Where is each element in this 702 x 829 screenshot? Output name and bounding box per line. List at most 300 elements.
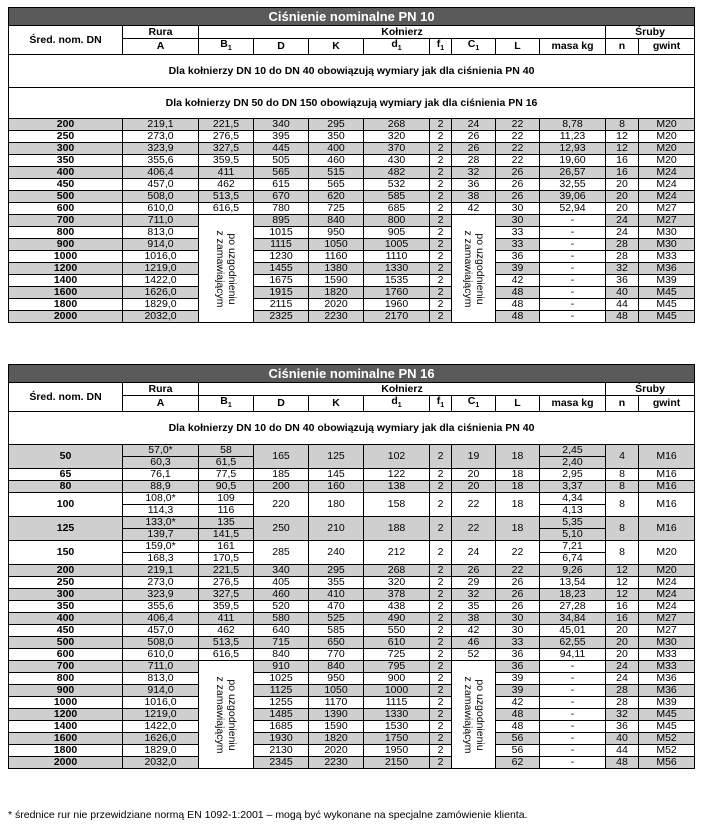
table-cell: 2230 <box>309 757 364 769</box>
table-row <box>9 55 695 88</box>
table-cell: 1590 <box>309 275 364 287</box>
table-cell: 2032,0 <box>123 311 199 323</box>
table-cell: 320 <box>364 577 430 589</box>
mass-cell: 5,10 <box>540 529 606 541</box>
table-cell: 90,5 <box>199 481 254 493</box>
table-cell: 2 <box>430 239 452 251</box>
table-cell: 276,5 <box>199 131 254 143</box>
b1-cell: 135 <box>199 517 254 529</box>
table-cell: 780 <box>254 203 309 215</box>
mass-cell: - <box>540 287 606 299</box>
dn-cell: 450 <box>9 625 123 637</box>
table-cell: 32 <box>606 263 639 275</box>
table-row <box>9 577 695 589</box>
table-cell: 40 <box>606 287 639 299</box>
table-cell: 26 <box>496 589 540 601</box>
table-cell: 2 <box>430 227 452 239</box>
table-cell: 24 <box>452 119 496 131</box>
table-cell: M24 <box>639 601 695 613</box>
mass-cell: - <box>540 263 606 275</box>
vertical-note <box>199 661 254 769</box>
table-cell: 26 <box>496 191 540 203</box>
table-cell: 22 <box>496 143 540 155</box>
table-cell: 895 <box>254 215 309 227</box>
table-cell: 2 <box>430 275 452 287</box>
table-cell: 1110 <box>364 251 430 263</box>
table-cell: 370 <box>364 143 430 155</box>
table-cell: M33 <box>639 661 695 673</box>
table-cell: 18 <box>496 445 540 469</box>
table-cell: 165 <box>254 445 309 469</box>
header-col-label: f <box>436 395 441 407</box>
table-cell: 77,5 <box>199 469 254 481</box>
table-cell: 26 <box>496 179 540 191</box>
table-cell: 1626,0 <box>123 287 199 299</box>
table-cell: 16 <box>606 601 639 613</box>
table-cell: 2 <box>430 517 452 541</box>
mass-cell: - <box>540 251 606 263</box>
table-cell: 1125 <box>254 685 309 697</box>
table-cell: 840 <box>309 661 364 673</box>
mass-cell: - <box>540 673 606 685</box>
table-cell: 295 <box>309 119 364 131</box>
table-cell: M30 <box>639 637 695 649</box>
table-row <box>9 565 695 577</box>
table-cell: M33 <box>639 649 695 661</box>
table-cell: 490 <box>364 613 430 625</box>
header-col <box>606 396 639 412</box>
table-cell: 18,23 <box>540 589 606 601</box>
header-col-label: K <box>332 40 340 53</box>
table-cell: M27 <box>639 215 695 227</box>
table-cell: 32 <box>452 167 496 179</box>
dn-cell: 700 <box>9 661 123 673</box>
table-cell: 2 <box>430 493 452 517</box>
table-cell: 950 <box>309 227 364 239</box>
table-cell: 20 <box>606 649 639 661</box>
table-cell: 22 <box>496 119 540 131</box>
table-cell: 2325 <box>254 311 309 323</box>
header-col <box>540 39 606 55</box>
table-cell: M16 <box>639 481 695 493</box>
dn-cell: 500 <box>9 637 123 649</box>
header-col <box>309 39 364 55</box>
header-sruby: Śruby <box>606 26 695 39</box>
table-cell: 320 <box>364 131 430 143</box>
header-col-label: f <box>436 38 441 50</box>
header-kolnierz: Kołnierz <box>199 26 606 39</box>
table-cell: 19,60 <box>540 155 606 167</box>
table-cell: 2 <box>430 685 452 697</box>
rura-a-cell: 114,3 <box>123 505 199 517</box>
table-cell: 38 <box>452 191 496 203</box>
table-cell: 44 <box>606 745 639 757</box>
table-cell: 620 <box>309 191 364 203</box>
rura-a-cell: 108,0* <box>123 493 199 505</box>
header-col <box>639 39 695 55</box>
pn10-table <box>8 7 695 323</box>
header-col <box>540 396 606 412</box>
header-col <box>639 396 695 412</box>
table-cell: 411 <box>199 613 254 625</box>
table-row <box>9 673 695 685</box>
table-cell: 1170 <box>309 697 364 709</box>
table-row <box>9 251 695 263</box>
table-cell: 36 <box>496 661 540 673</box>
table-cell: 188 <box>364 517 430 541</box>
header-col-label: n <box>618 397 626 410</box>
mass-cell: - <box>540 721 606 733</box>
table-cell: M39 <box>639 275 695 287</box>
table-cell: 28 <box>606 239 639 251</box>
table-cell: 914,0 <box>123 685 199 697</box>
dn-cell: 2000 <box>9 311 123 323</box>
table-cell: 1760 <box>364 287 430 299</box>
dn-cell: 800 <box>9 673 123 685</box>
table-cell: M30 <box>639 227 695 239</box>
table-cell: M16 <box>639 469 695 481</box>
table-cell: M56 <box>639 757 695 769</box>
table-row <box>9 26 695 39</box>
table-cell: 8 <box>606 481 639 493</box>
header-col-subscript: 1 <box>475 45 480 53</box>
mass-cell: 7,21 <box>540 541 606 553</box>
table-cell: 46 <box>452 637 496 649</box>
table-cell: 16 <box>606 613 639 625</box>
table-cell: 359,5 <box>199 601 254 613</box>
table-cell: 411 <box>199 167 254 179</box>
table-cell: 1230 <box>254 251 309 263</box>
table-cell: 40 <box>606 733 639 745</box>
table-cell: 145 <box>309 469 364 481</box>
table-cell: 2,95 <box>540 469 606 481</box>
table-cell: 2 <box>430 673 452 685</box>
table-cell: 2 <box>430 311 452 323</box>
table-cell: 221,5 <box>199 565 254 577</box>
dn-cell: 400 <box>9 167 123 179</box>
table-cell: 2 <box>430 541 452 565</box>
table-cell: 406,4 <box>123 613 199 625</box>
header-col-label: masa kg <box>551 397 594 410</box>
table-cell: 19 <box>452 445 496 469</box>
table-cell: 3,37 <box>540 481 606 493</box>
table-cell: 2130 <box>254 745 309 757</box>
vertical-note-line: po uzgodnieniu <box>473 678 486 751</box>
dn-cell: 1000 <box>9 697 123 709</box>
table-cell: 470 <box>309 601 364 613</box>
table-cell: 1422,0 <box>123 275 199 287</box>
dn-cell: 600 <box>9 203 123 215</box>
note-row: Dla kołnierzy DN 10 do DN 40 obowiązują wymiary jak dla ciśnienia PN 40 <box>9 412 695 445</box>
table-cell: 33 <box>496 227 540 239</box>
table-cell: 9,26 <box>540 565 606 577</box>
table-cell: 22 <box>452 517 496 541</box>
table-cell: 28 <box>606 685 639 697</box>
table-cell: 1330 <box>364 709 430 721</box>
table-cell: 36 <box>606 721 639 733</box>
table-cell: 48 <box>496 287 540 299</box>
table-row <box>9 155 695 167</box>
table-cell: M39 <box>639 697 695 709</box>
mass-cell: - <box>540 299 606 311</box>
table-cell: 550 <box>364 625 430 637</box>
table-cell: 30 <box>496 625 540 637</box>
table-cell: 1050 <box>309 239 364 251</box>
table-cell: M20 <box>639 155 695 167</box>
table-cell: 445 <box>254 143 309 155</box>
table-row <box>9 88 695 119</box>
table-cell: M24 <box>639 167 695 179</box>
header-col <box>606 39 639 55</box>
table-cell: 12 <box>606 589 639 601</box>
table-row <box>9 613 695 625</box>
table-cell: 16 <box>606 167 639 179</box>
table-cell: 1422,0 <box>123 721 199 733</box>
table-cell: 359,5 <box>199 155 254 167</box>
header-col <box>199 396 254 412</box>
table-cell: 56 <box>496 733 540 745</box>
header-col <box>199 39 254 55</box>
header-col <box>364 396 430 412</box>
table-cell: 430 <box>364 155 430 167</box>
table-row <box>9 299 695 311</box>
table-cell: M16 <box>639 445 695 469</box>
table-cell: 813,0 <box>123 673 199 685</box>
mass-cell: 4,13 <box>540 505 606 517</box>
vertical-note <box>452 661 496 769</box>
table-cell: M45 <box>639 287 695 299</box>
table-cell: 2 <box>430 709 452 721</box>
table-cell: M20 <box>639 119 695 131</box>
header-col-label: A <box>156 40 165 53</box>
table-cell: 2 <box>430 299 452 311</box>
table-cell: 48 <box>606 757 639 769</box>
dn-cell: 900 <box>9 685 123 697</box>
header-col-label: masa kg <box>551 40 594 53</box>
table-row <box>9 119 695 131</box>
header-col-subscript: 1 <box>440 45 445 53</box>
table-cell: 8 <box>606 493 639 517</box>
table-cell: 1915 <box>254 287 309 299</box>
table-cell: 20 <box>606 637 639 649</box>
table-cell: 2 <box>430 191 452 203</box>
table-cell: 715 <box>254 637 309 649</box>
table-cell: 26 <box>452 131 496 143</box>
table-cell: 39 <box>496 685 540 697</box>
header-col-subscript: 1 <box>227 402 232 410</box>
table-cell: 8 <box>606 517 639 541</box>
table-row <box>9 311 695 323</box>
table-row <box>9 227 695 239</box>
table-cell: 210 <box>309 517 364 541</box>
table-cell: 102 <box>364 445 430 469</box>
mass-cell: - <box>540 275 606 287</box>
vertical-note-line: po uzgodnieniu <box>226 232 238 305</box>
table-row <box>9 131 695 143</box>
table-cell: 8 <box>606 119 639 131</box>
table-cell: 640 <box>254 625 309 637</box>
header-col-label: L <box>514 397 521 410</box>
vertical-note-text <box>214 230 238 307</box>
table-cell: 22 <box>496 155 540 167</box>
table-cell: 45,01 <box>540 625 606 637</box>
header-col <box>496 39 540 55</box>
table-cell: 12 <box>606 565 639 577</box>
vertical-note-line: po uzgodnieniu <box>473 232 486 305</box>
table-cell: 340 <box>254 565 309 577</box>
table-cell: 36 <box>452 179 496 191</box>
table-cell: 24 <box>606 215 639 227</box>
table-cell: 22 <box>496 565 540 577</box>
table-cell: 30 <box>496 203 540 215</box>
table-cell: 276,5 <box>199 577 254 589</box>
table-cell: 48 <box>496 709 540 721</box>
dn-cell: 400 <box>9 613 123 625</box>
header-col-label: B <box>220 395 228 407</box>
table-cell: 38 <box>452 613 496 625</box>
header-col-label: C <box>467 395 476 407</box>
mass-cell: 4,34 <box>540 493 606 505</box>
table-cell: M45 <box>639 311 695 323</box>
table-cell: M45 <box>639 299 695 311</box>
table-cell: 1330 <box>364 263 430 275</box>
dn-cell: 1400 <box>9 275 123 287</box>
vertical-note-line: po uzgodnieniu <box>226 678 238 751</box>
dn-cell: 300 <box>9 143 123 155</box>
dn-cell: 80 <box>9 481 123 493</box>
table-cell: 18 <box>496 517 540 541</box>
header-col-subscript: 1 <box>227 45 232 53</box>
table-cell: 285 <box>254 541 309 565</box>
mass-cell: 2,40 <box>540 457 606 469</box>
mass-cell: - <box>540 697 606 709</box>
table-cell: 905 <box>364 227 430 239</box>
table-cell: 24 <box>606 661 639 673</box>
table-cell: 20 <box>606 203 639 215</box>
table-cell: 295 <box>309 565 364 577</box>
dn-cell: 700 <box>9 215 123 227</box>
table-cell: 32,55 <box>540 179 606 191</box>
table-cell: M33 <box>639 251 695 263</box>
table-cell: M24 <box>639 179 695 191</box>
mass-cell: 2,45 <box>540 445 606 457</box>
table-cell: 1455 <box>254 263 309 275</box>
dn-cell: 1600 <box>9 733 123 745</box>
table-cell: 406,4 <box>123 167 199 179</box>
table-cell: 1750 <box>364 733 430 745</box>
header-col-label: gwint <box>652 40 681 53</box>
header-col-label: n <box>618 40 626 53</box>
table-cell: 62,55 <box>540 637 606 649</box>
table-cell: 26 <box>496 601 540 613</box>
table-cell: 565 <box>309 179 364 191</box>
header-dn: Śred. nom. DN <box>9 383 123 412</box>
vertical-note-line: z zamawiającym <box>461 230 474 308</box>
header-col-label: d <box>391 395 398 407</box>
table-cell: 616,5 <box>199 649 254 661</box>
table-cell: 158 <box>364 493 430 517</box>
table-cell: 32 <box>606 709 639 721</box>
table-cell: 36 <box>606 275 639 287</box>
table-cell: 35 <box>452 601 496 613</box>
table-cell: M16 <box>639 517 695 541</box>
table-cell: 48 <box>496 299 540 311</box>
table-cell: 125 <box>309 445 364 469</box>
table-row <box>9 721 695 733</box>
header-col-label: d <box>391 38 398 50</box>
dn-cell: 600 <box>9 649 123 661</box>
header-col <box>254 39 309 55</box>
table-cell: 48 <box>606 311 639 323</box>
table-row <box>9 365 695 383</box>
table-cell: 28 <box>606 251 639 263</box>
table-cell: 1626,0 <box>123 733 199 745</box>
dn-cell: 1000 <box>9 251 123 263</box>
table-cell: 1025 <box>254 673 309 685</box>
table-cell: 615 <box>254 179 309 191</box>
table-cell: 39 <box>496 263 540 275</box>
table-cell: 273,0 <box>123 131 199 143</box>
mass-cell: - <box>540 227 606 239</box>
mass-cell: - <box>540 745 606 757</box>
header-col <box>309 396 364 412</box>
table-cell: 585 <box>309 625 364 637</box>
table-cell: 1219,0 <box>123 709 199 721</box>
table-cell: 565 <box>254 167 309 179</box>
table-cell: 28 <box>452 155 496 167</box>
table-cell: 515 <box>309 167 364 179</box>
table-cell: 2 <box>430 203 452 215</box>
header-col-subscript: 1 <box>440 402 445 410</box>
note-row: Dla kołnierzy DN 10 do DN 40 obowiązują wymiary jak dla ciśnienia PN 40 <box>9 55 695 88</box>
table-cell: 2 <box>430 697 452 709</box>
table-cell: 1820 <box>309 733 364 745</box>
table-cell: 1829,0 <box>123 299 199 311</box>
table-cell: M52 <box>639 733 695 745</box>
table-row <box>9 493 695 505</box>
table-cell: 400 <box>309 143 364 155</box>
vertical-note-text <box>462 230 486 307</box>
table-cell: 580 <box>254 613 309 625</box>
table-cell: 88,9 <box>123 481 199 493</box>
table-cell: 18 <box>496 493 540 517</box>
table-cell: 616,5 <box>199 203 254 215</box>
table-cell: 1930 <box>254 733 309 745</box>
header-col-label: A <box>156 397 165 410</box>
dn-cell: 2000 <box>9 757 123 769</box>
table-row <box>9 481 695 493</box>
b1-cell: 116 <box>199 505 254 517</box>
table-cell: 457,0 <box>123 625 199 637</box>
table-cell: 42 <box>452 625 496 637</box>
table-cell: 24 <box>606 227 639 239</box>
table-cell: 1685 <box>254 721 309 733</box>
table-row <box>9 745 695 757</box>
b1-cell: 58 <box>199 445 254 457</box>
table-cell: 520 <box>254 601 309 613</box>
header-col <box>452 396 496 412</box>
dn-cell: 1200 <box>9 263 123 275</box>
table-cell: 395 <box>254 131 309 143</box>
table-cell: 20 <box>606 179 639 191</box>
table-cell: M20 <box>639 131 695 143</box>
vertical-note-line: z zamawiającym <box>214 230 226 308</box>
dn-cell: 200 <box>9 565 123 577</box>
table-row <box>9 275 695 287</box>
table-row <box>9 383 695 396</box>
table-cell: 513,5 <box>199 191 254 203</box>
header-col <box>452 39 496 55</box>
